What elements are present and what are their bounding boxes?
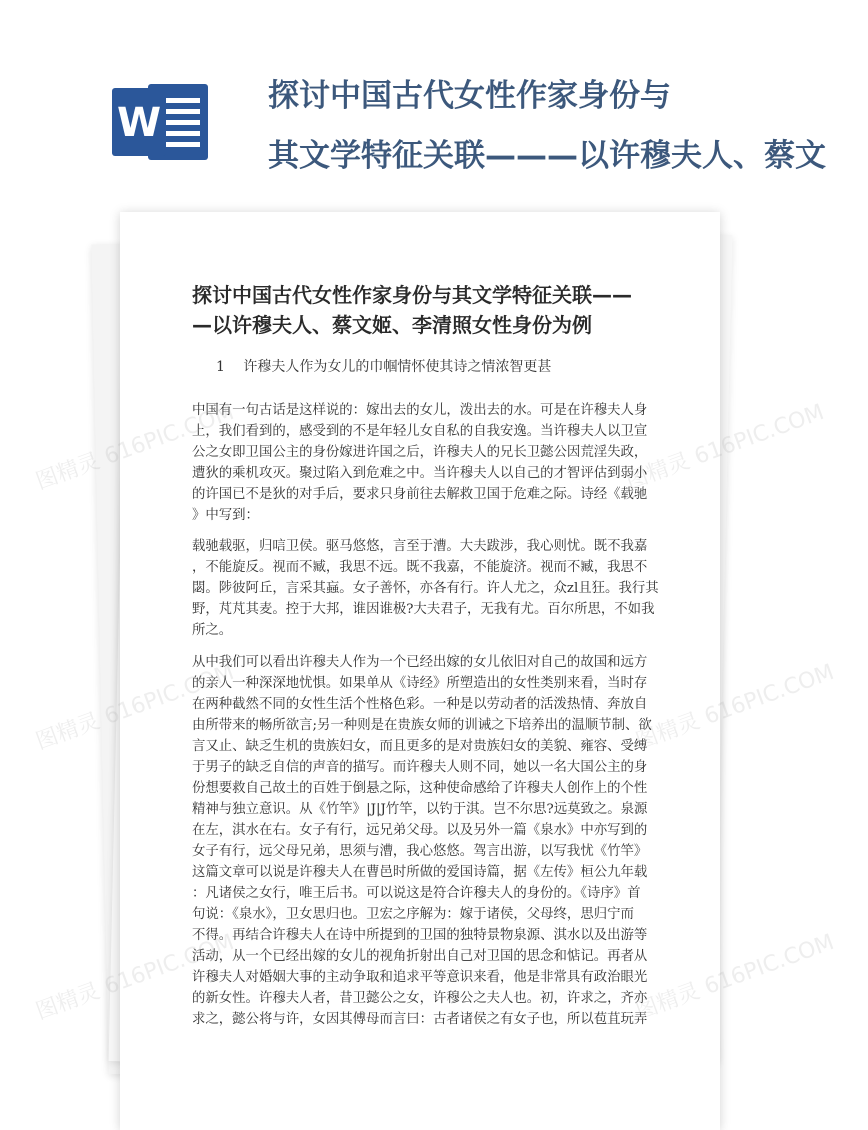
paragraph-line: 閟。陟彼阿丘，言采其蝱。女子善怀，亦各有行。许人尤之，众zl且狂。我行其 (192, 581, 659, 596)
paragraph-line: 精神与独立意识。从《竹竿》|J|J竹竿，以钓于淇。岂不尔思?远莫致之。泉源 (192, 802, 648, 817)
word-document-icon (110, 78, 210, 166)
document-title (192, 280, 652, 340)
paragraph-line: 在两种截然不同的女性生活个性格色彩。一种是以劳动者的活泼热情、奔放自 (192, 697, 648, 712)
watermark: 图精灵 616PIC.COM (632, 929, 838, 1025)
paragraph-line: 女子有行，远父母兄弟，思须与漕，我心悠悠。驾言出游，以写我忧《竹竿》 (192, 844, 648, 859)
svg-text:W: W (116, 100, 162, 146)
paragraph-1 (192, 400, 648, 526)
paragraph-line: 的亲人一种深深地忧惧。如果单从《诗经》所塑造出的女性类别来看，当时存 (192, 676, 648, 691)
header (0, 0, 826, 200)
paragraph-line: ，不能旋反。视而不臧，我思不远。既不我嘉，不能旋济。视而不臧，我思不 (192, 560, 648, 575)
paragraph-line: 言又止、缺乏生机的贵族妇女，而且更多的是对贵族妇女的美貌、雍容、受缚 (192, 739, 648, 754)
paragraph-line: ：凡诸侯之女行，唯王后书。可以说这是符合许穆夫人的身份的。《诗序》首 (192, 886, 641, 901)
paragraph-line: 遭狄的乘机攻灭。聚过陷入到危难之中。当许穆夫人以自己的才智评估到弱小 (192, 466, 648, 481)
paragraph-line: 句说：《泉水》，卫女思归也。卫宏之序解为：嫁于诸侯，父母终，思归宁而 (192, 907, 634, 922)
paragraph-line: 公之女即卫国公主的身份嫁进许国之后，许穆夫人的兄长卫懿公因荒淫失政， (192, 445, 648, 460)
document-title-line-1: 探讨中国古代女性作家身份与其文学特征关联—— (192, 283, 632, 307)
paragraph-line: 份想要救自己故土的百姓于倒悬之际，这种使命感给了许穆夫人创作上的个性 (192, 781, 648, 796)
header-title (268, 66, 868, 186)
paragraph-line: 野，芃芃其麦。控于大邦，谁因谁极?大夫君子，无我有尤。百尔所思，不如我 (192, 602, 655, 617)
paragraph-line: 求之，懿公将与许，女因其傅母而言曰：古者诸侯之有女子也，所以苞苴玩弄 (192, 1012, 648, 1027)
section-heading (216, 356, 551, 376)
watermark: 图精灵 616PIC.COM (632, 659, 838, 755)
paragraph-line: 所之。 (192, 623, 233, 638)
paragraph-line: 载驰载驱，归唁卫侯。驱马悠悠，言至于漕。大夫跋涉，我心则忧。既不我嘉 (192, 539, 648, 554)
paragraph-line: 不得。再结合许穆夫人在诗中所提到的卫国的独特景物泉源、淇水以及出游等 (192, 928, 648, 943)
paragraph-3 (192, 652, 652, 1030)
paragraph-line: 的新女性。许穆夫人者，昔卫懿公之女，许穆公之夫人也。初，许求之，齐亦 (192, 991, 648, 1006)
header-title-line-1: 探讨中国古代女性作家身份与 (268, 78, 671, 114)
paragraph-line: 这篇文章可以说是许穆夫人在曹邑时所做的爱国诗篇，据《左传》桓公九年载 (192, 865, 648, 880)
paragraph-line: 上，我们看到的，感受到的不是年轻儿女自私的自我安逸。当许穆夫人以卫宣 (192, 424, 648, 439)
paragraph-line: 中国有一句古话是这样说的：嫁出去的女儿，泼出去的水。可是在许穆夫人身 (192, 403, 648, 418)
document-title-line-2: —以许穆夫人、蔡文姬、李清照女性身份为例 (192, 313, 592, 337)
paragraph-line: 从中我们可以看出许穆夫人作为一个已经出嫁的女儿依旧对自己的故国和远方 (192, 655, 648, 670)
paragraph-line: 于男子的缺乏自信的声音的描写。而许穆夫人则不同，她以一名大国公主的身 (192, 760, 648, 775)
watermark: 图精灵 (32, 708, 104, 755)
watermark: 616PIC.COM (691, 399, 828, 470)
watermark: 图精灵 (32, 978, 104, 1025)
paragraph-line: 》中写到： (192, 508, 259, 523)
section-number: 1 (216, 359, 225, 375)
paragraph-line: 许穆夫人对婚姻大事的主动争取和追求平等意识来看，他是非常具有政治眼光 (192, 970, 648, 985)
paragraph-line: 由所带来的畅所欲言;另一种则是在贵族女师的训诫之下培养出的温顺节制、欲 (192, 718, 652, 733)
section-heading-text: 许穆夫人作为女儿的巾帼情怀使其诗之情浓智更甚 (243, 359, 552, 375)
paragraph-2-poem (192, 536, 659, 641)
watermark: 图精灵 (32, 448, 104, 495)
paragraph-line: 活动，从一个已经出嫁的女儿的视角折射出自己对卫国的思念和惦记。再者从 (192, 949, 648, 964)
paragraph-line: 在左，淇水在右。女子有行，远兄弟父母。以及另外一篇《泉水》中亦写到的 (192, 823, 648, 838)
document-page (120, 212, 720, 1130)
paragraph-line: 的许国已不是狄的对手后，要求只身前往去解救卫国于危难之际。诗经《载驰 (192, 487, 648, 502)
header-title-line-2: 其文学特征关联———以许穆夫人、蔡文 (268, 138, 826, 174)
